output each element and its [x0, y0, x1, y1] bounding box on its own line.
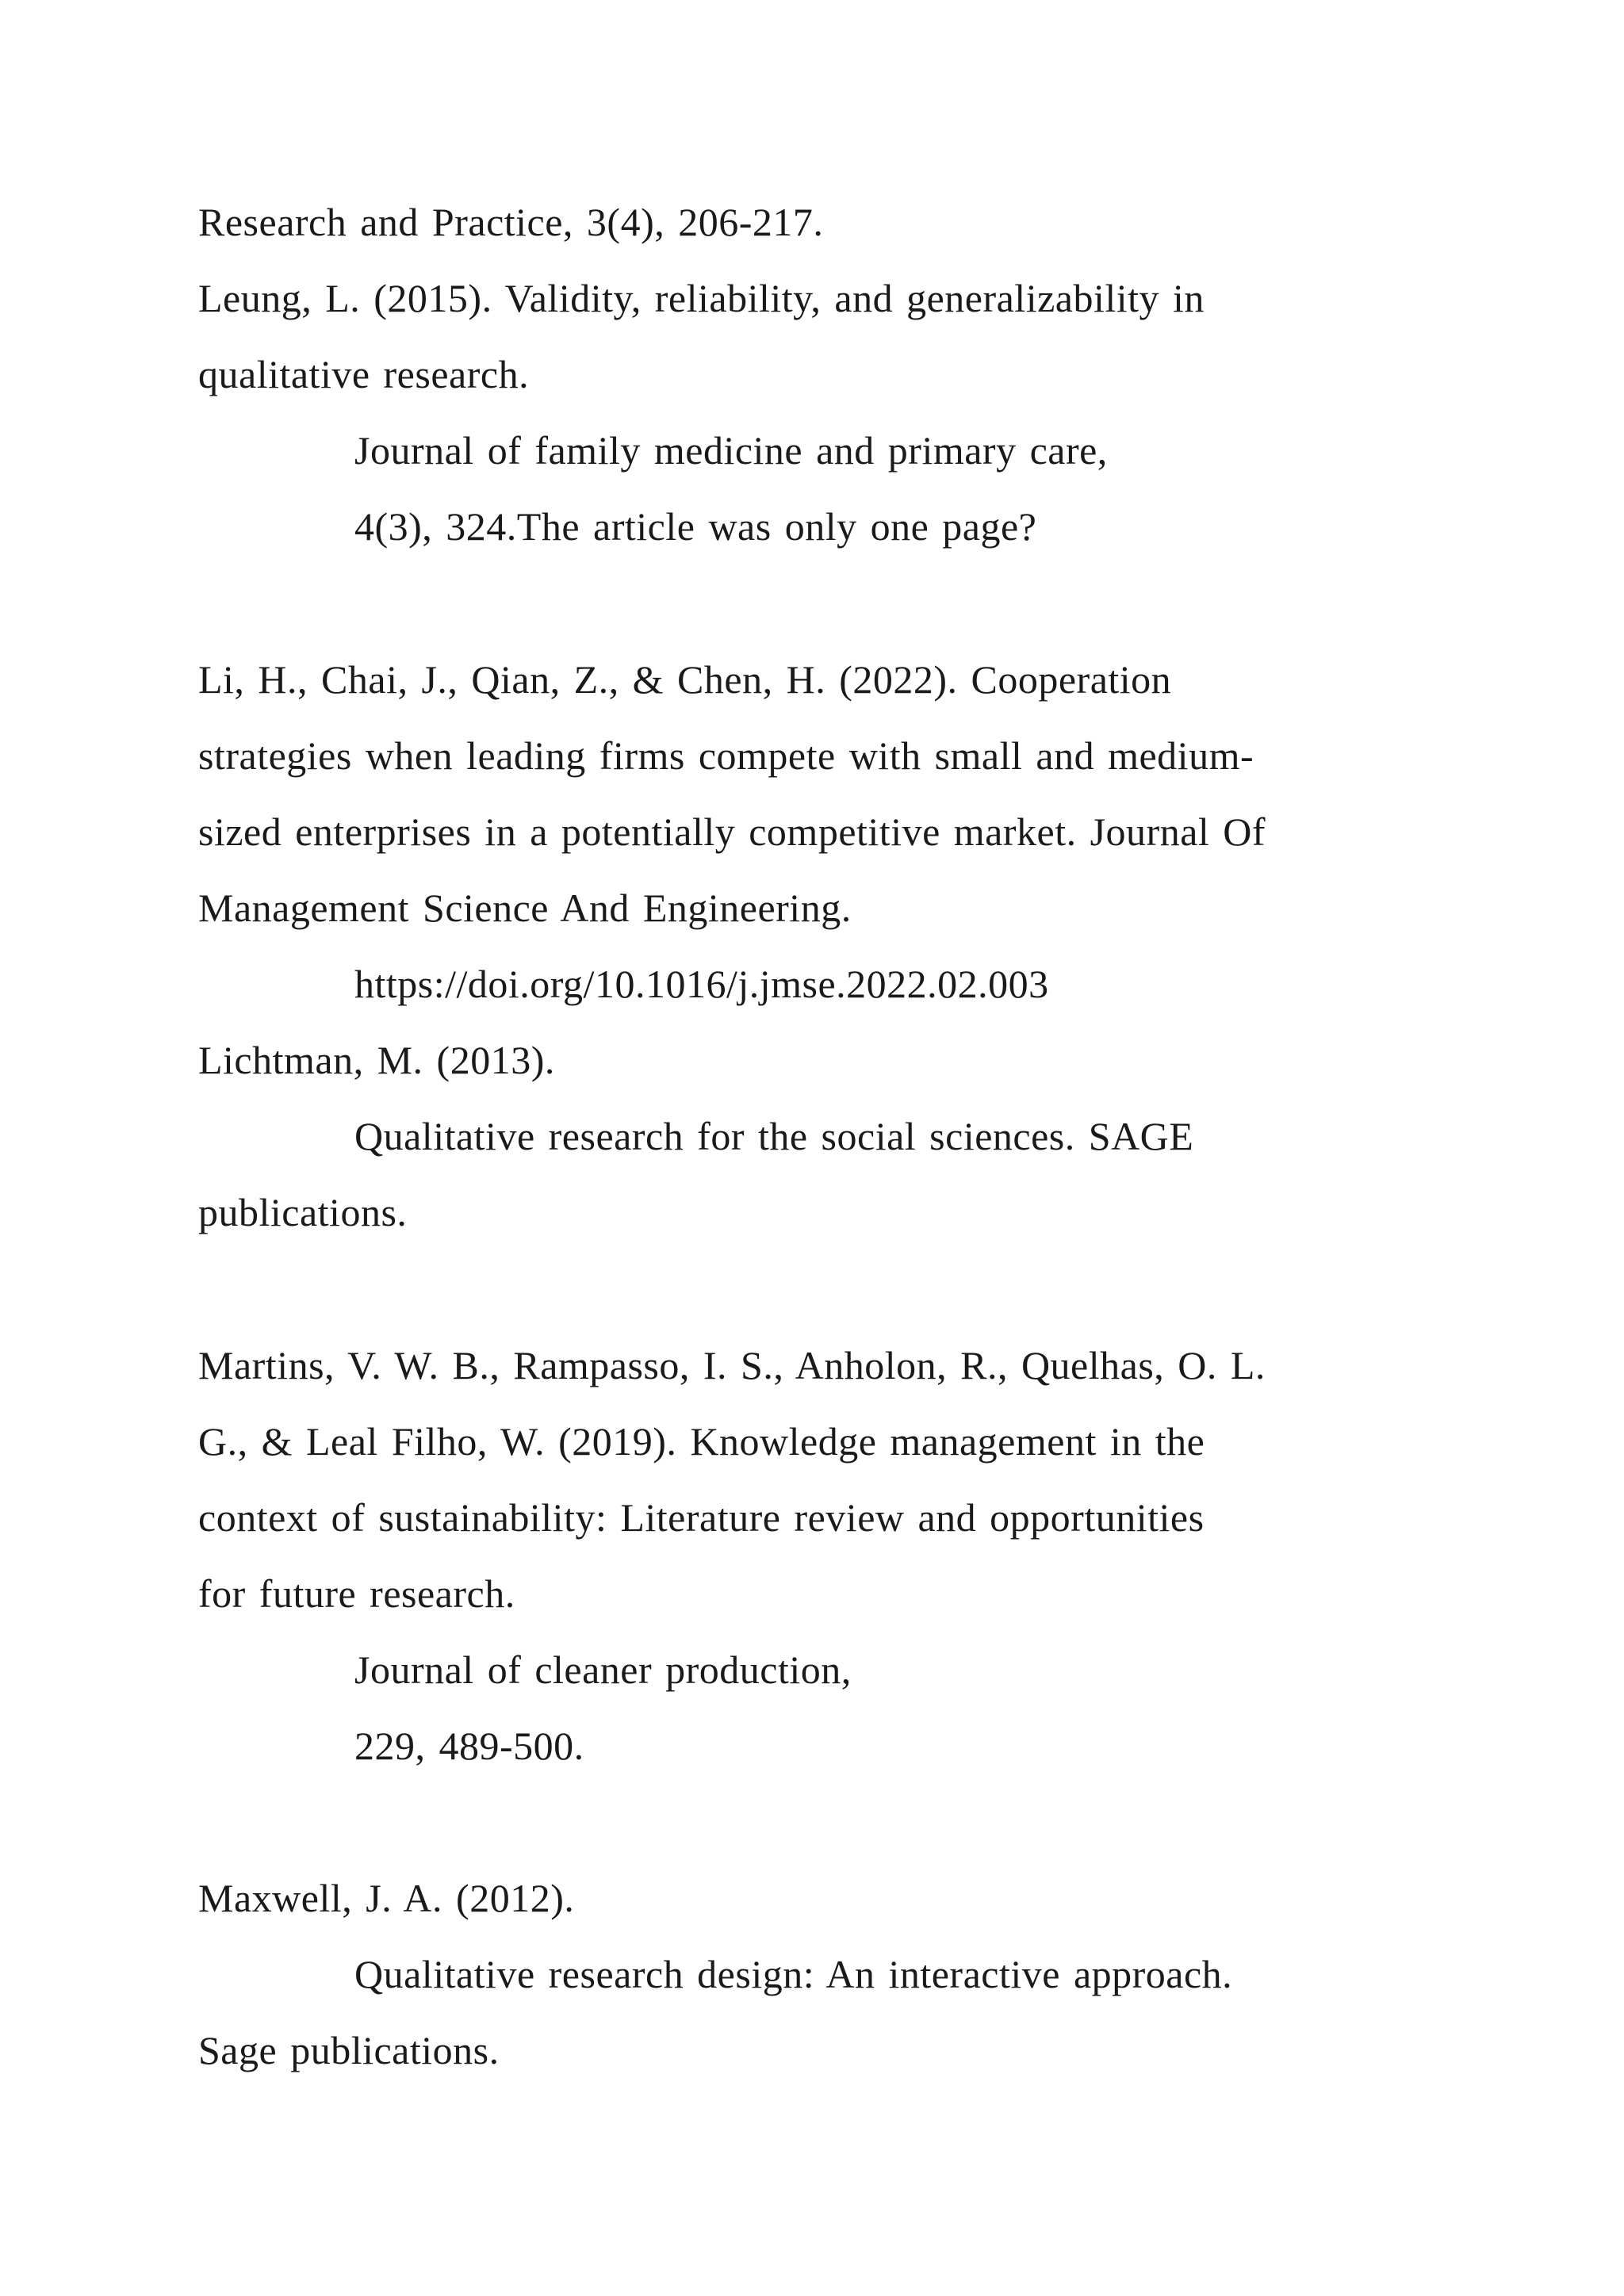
- reference-line: Leung, L. (2015). Validity, reliability, and generalizability in: [198, 276, 1205, 320]
- reference-line: G., & Leal Filho, W. (2019). Knowledge management in the: [198, 1419, 1205, 1464]
- reference-line: publications.: [198, 1190, 408, 1234]
- reference-line: 4(3), 324.The article was only one page?: [354, 504, 1037, 549]
- reference-line: Martins, V. W. B., Rampasso, I. S., Anholon, R., Quelhas, O. L.: [198, 1343, 1266, 1387]
- reference-line: Sage publications.: [198, 2028, 500, 2072]
- reference-line: strategies when leading firms compete with small and medium-: [198, 733, 1254, 778]
- reference-line: Lichtman, M. (2013).: [198, 1038, 555, 1082]
- reference-line: Maxwell, J. A. (2012).: [198, 1876, 575, 1920]
- reference-line: sized enterprises in a potentially competitive market. Journal Of: [198, 809, 1266, 854]
- reference-line: Qualitative research for the social sciences. SAGE: [354, 1114, 1194, 1158]
- reference-line: Journal of cleaner production,: [354, 1647, 852, 1692]
- reference-line: Management Science And Engineering.: [198, 886, 852, 930]
- doi-link[interactable]: https://doi.org/10.1016/j.jmse.2022.02.003: [354, 962, 1049, 1006]
- reference-line: Qualitative research design: An interactive approach.: [354, 1952, 1233, 1996]
- reference-line: context of sustainability: Literature review and opportunities: [198, 1495, 1205, 1540]
- reference-line: 229, 489-500.: [354, 1724, 584, 1768]
- reference-line: for future research.: [198, 1571, 515, 1616]
- reference-line: Li, H., Chai, J., Qian, Z., & Chen, H. (2022). Cooperation: [198, 657, 1172, 702]
- reference-line: qualitative research.: [198, 352, 530, 396]
- reference-line: Research and Practice, 3(4), 206-217.: [198, 200, 824, 244]
- reference-line: Journal of family medicine and primary care,: [354, 428, 1108, 473]
